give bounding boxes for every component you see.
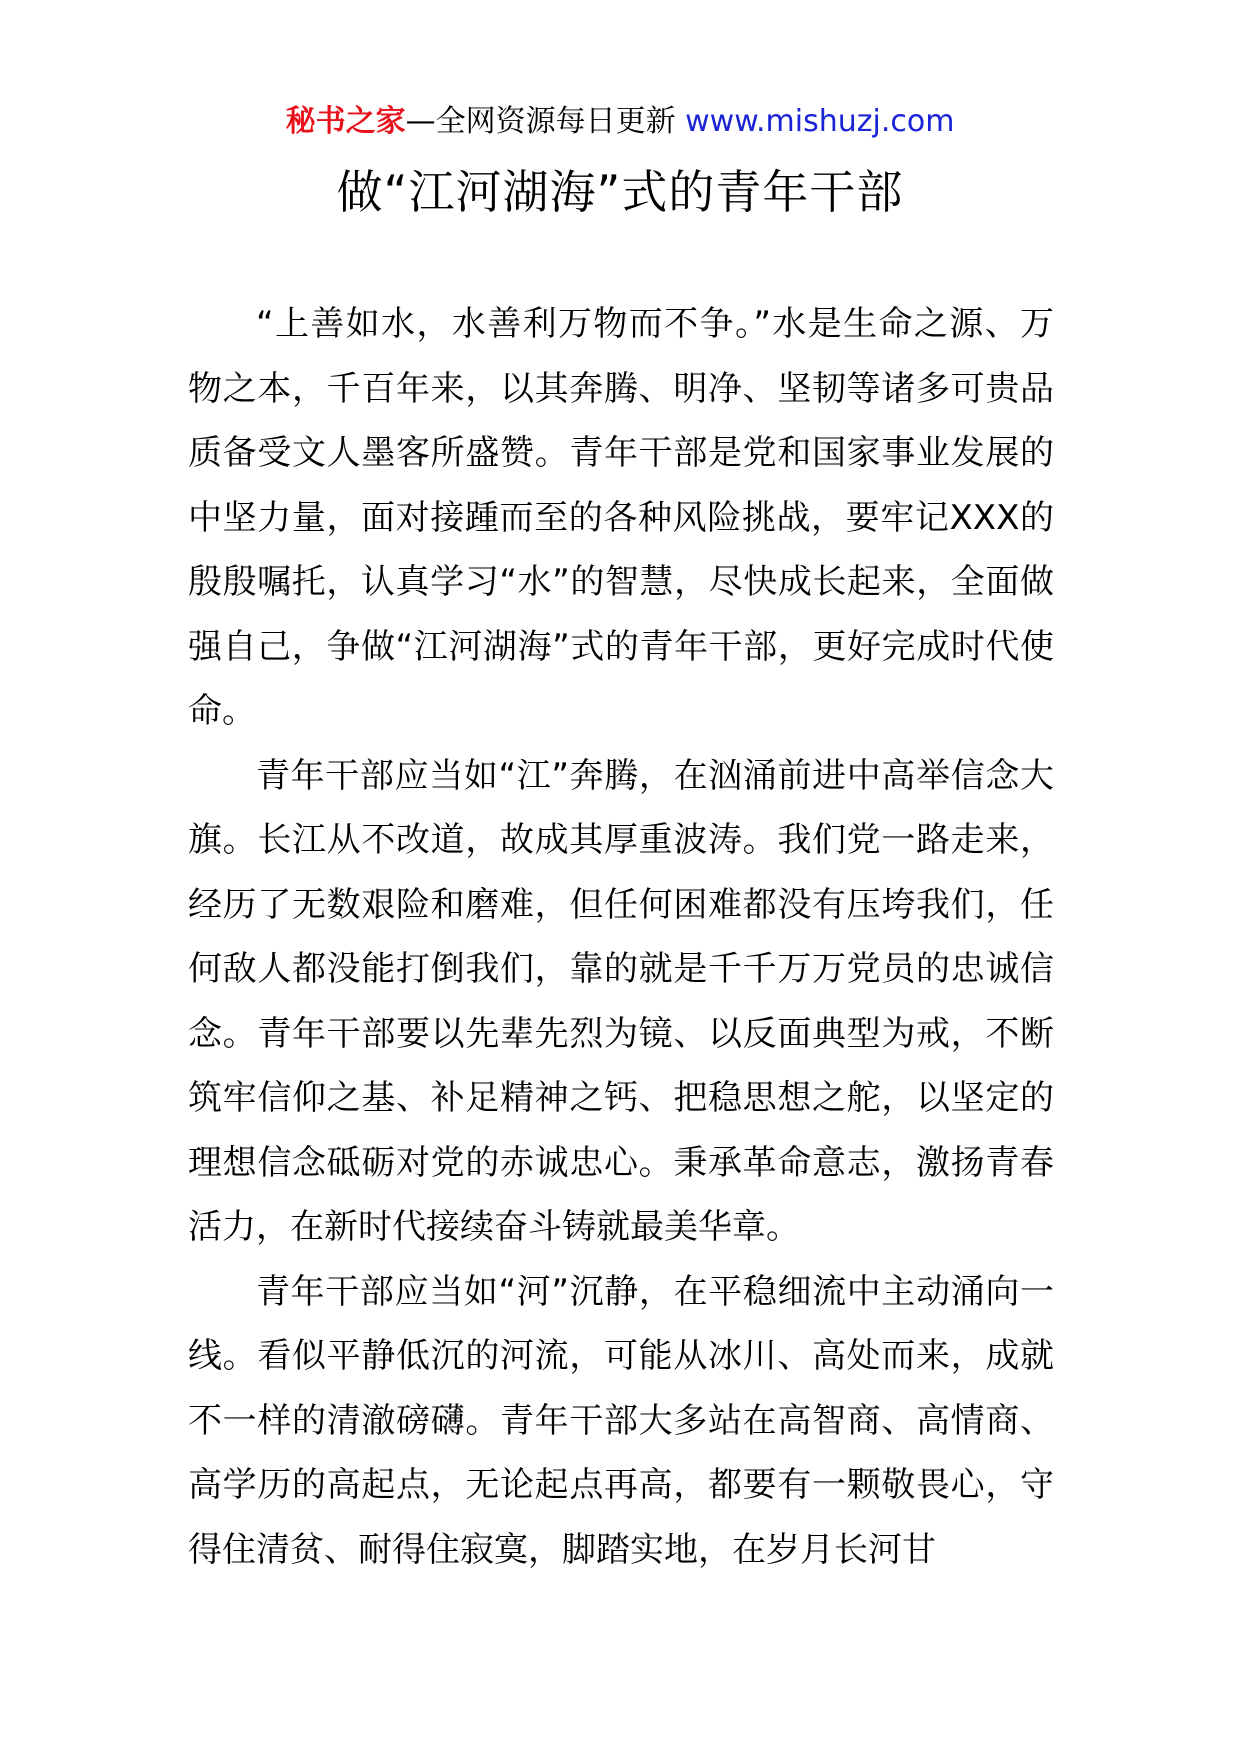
document-title: 做“江河湖海”式的青年干部 <box>336 165 904 219</box>
site-url-link[interactable]: www.mishuzj.com <box>685 104 955 139</box>
paragraph-river-jiang: 青年干部应当如“江”奔腾，在汹涌前进中高举信念大旗。长江从不改道，故成其厚重波涛。我们党一路走来，经历了无数艰险和磨难，但任何困难都没有压垮我们，任何敌人都没能打倒我们，靠的就是千千万万党员的忠诚信念。青年干部要以先辈先烈为镜、以反面典型为戒，不断筑牢信仰之基、补足精神之钙、把稳思想之舵，以坚定的理想信念砥砺对党的赤诚忠心。秉承革命意志，激扬青春活力，在新时代接续奋斗铸就最美华章。 <box>188 755 1054 1247</box>
site-tagline: —全网资源每日更新 <box>405 104 686 139</box>
paragraph-river-he: 青年干部应当如“河”沉静，在平稳细流中主动涌向一线。看似平静低沉的河流，可能从冰川、高处而来，成就不一样的清澈磅礴。青年干部大多站在高智商、高情商、高学历的高起点，无论起点再高，都要有一颗敬畏心，守得住清贫、耐得住寂寞，脚踏实地，在岁月长河甘 <box>188 1271 1054 1570</box>
paragraph-intro: “上善如水，水善利万物而不争。”水是生命之源、万物之本，千百年来，以其奔腾、明净、坚韧等诸多可贵品质备受文人墨客所盛赞。青年干部是党和国家事业发展的中坚力量，面对接踵而至的各种风险挑战，要牢记XXX的殷殷嘱托，认真学习“水”的智慧，尽快成长起来，全面做强自己，争做“江河湖海”式的青年干部，更好完成时代使命。 <box>188 304 1054 731</box>
document-body <box>188 292 1054 1582</box>
site-name: 秘书之家 <box>285 104 406 139</box>
site-header <box>0 100 1240 144</box>
